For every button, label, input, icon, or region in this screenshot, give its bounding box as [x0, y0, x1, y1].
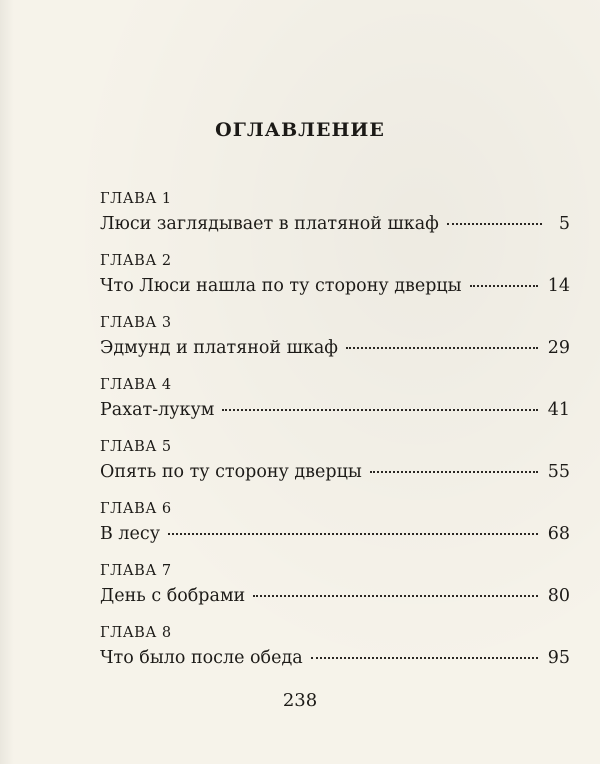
page-ref: 95 [547, 648, 570, 668]
page-title: оглавление [215, 112, 385, 143]
page-ref: 14 [547, 276, 570, 296]
toc-entry [100, 500, 570, 562]
chapter-title: Что Люси нашла по ту сторону дверцы [100, 276, 462, 296]
chapter-number: ГЛАВА 5 [100, 439, 172, 455]
toc-line [100, 646, 570, 670]
chapter-title: День с бобрами [100, 586, 246, 606]
page-ref: 5 [558, 214, 570, 234]
toc-entry [100, 624, 570, 686]
dot-leader [253, 595, 537, 597]
toc-entry [100, 376, 570, 438]
dot-leader [222, 409, 537, 411]
chapter-number: ГЛАВА 3 [100, 315, 172, 331]
dot-leader [346, 347, 538, 349]
chapter-number: ГЛАВА 8 [100, 625, 172, 641]
dot-leader [168, 533, 538, 535]
dot-leader [311, 657, 538, 659]
toc-entry [100, 562, 570, 624]
toc-line [100, 398, 570, 422]
table-of-contents [100, 190, 570, 686]
chapter-title: В лесу [100, 524, 160, 544]
toc-line [100, 274, 570, 298]
page-ref: 41 [547, 400, 570, 420]
chapter-number: ГЛАВА 1 [100, 191, 172, 207]
page-ref: 29 [547, 338, 570, 358]
toc-entry [100, 252, 570, 314]
chapter-number: ГЛАВА 4 [100, 377, 172, 393]
chapter-number: ГЛАВА 2 [100, 253, 172, 269]
page-ref: 55 [547, 462, 570, 482]
dot-leader [447, 223, 542, 225]
dot-leader [470, 285, 538, 287]
toc-entry [100, 438, 570, 500]
dot-leader [370, 471, 538, 473]
chapter-title: Опять по ту сторону дверцы [100, 462, 362, 482]
page-ref: 80 [547, 586, 570, 606]
page-ref: 68 [547, 524, 570, 544]
chapter-title: Рахат-лукум [100, 400, 215, 420]
chapter-title: Люси заглядывает в платяной шкаф [100, 214, 439, 234]
toc-line [100, 584, 570, 608]
toc-entry [100, 314, 570, 376]
chapter-number: ГЛАВА 6 [100, 501, 172, 517]
toc-line [100, 460, 570, 484]
chapter-title: Что было после обеда [100, 648, 303, 668]
chapter-title: Эдмунд и платяной шкаф [100, 338, 339, 358]
page-number: 238 [282, 690, 318, 711]
toc-line [100, 522, 570, 546]
toc-entry [100, 190, 570, 252]
toc-line [100, 336, 570, 360]
chapter-number: ГЛАВА 7 [100, 563, 172, 579]
toc-line [100, 212, 570, 236]
